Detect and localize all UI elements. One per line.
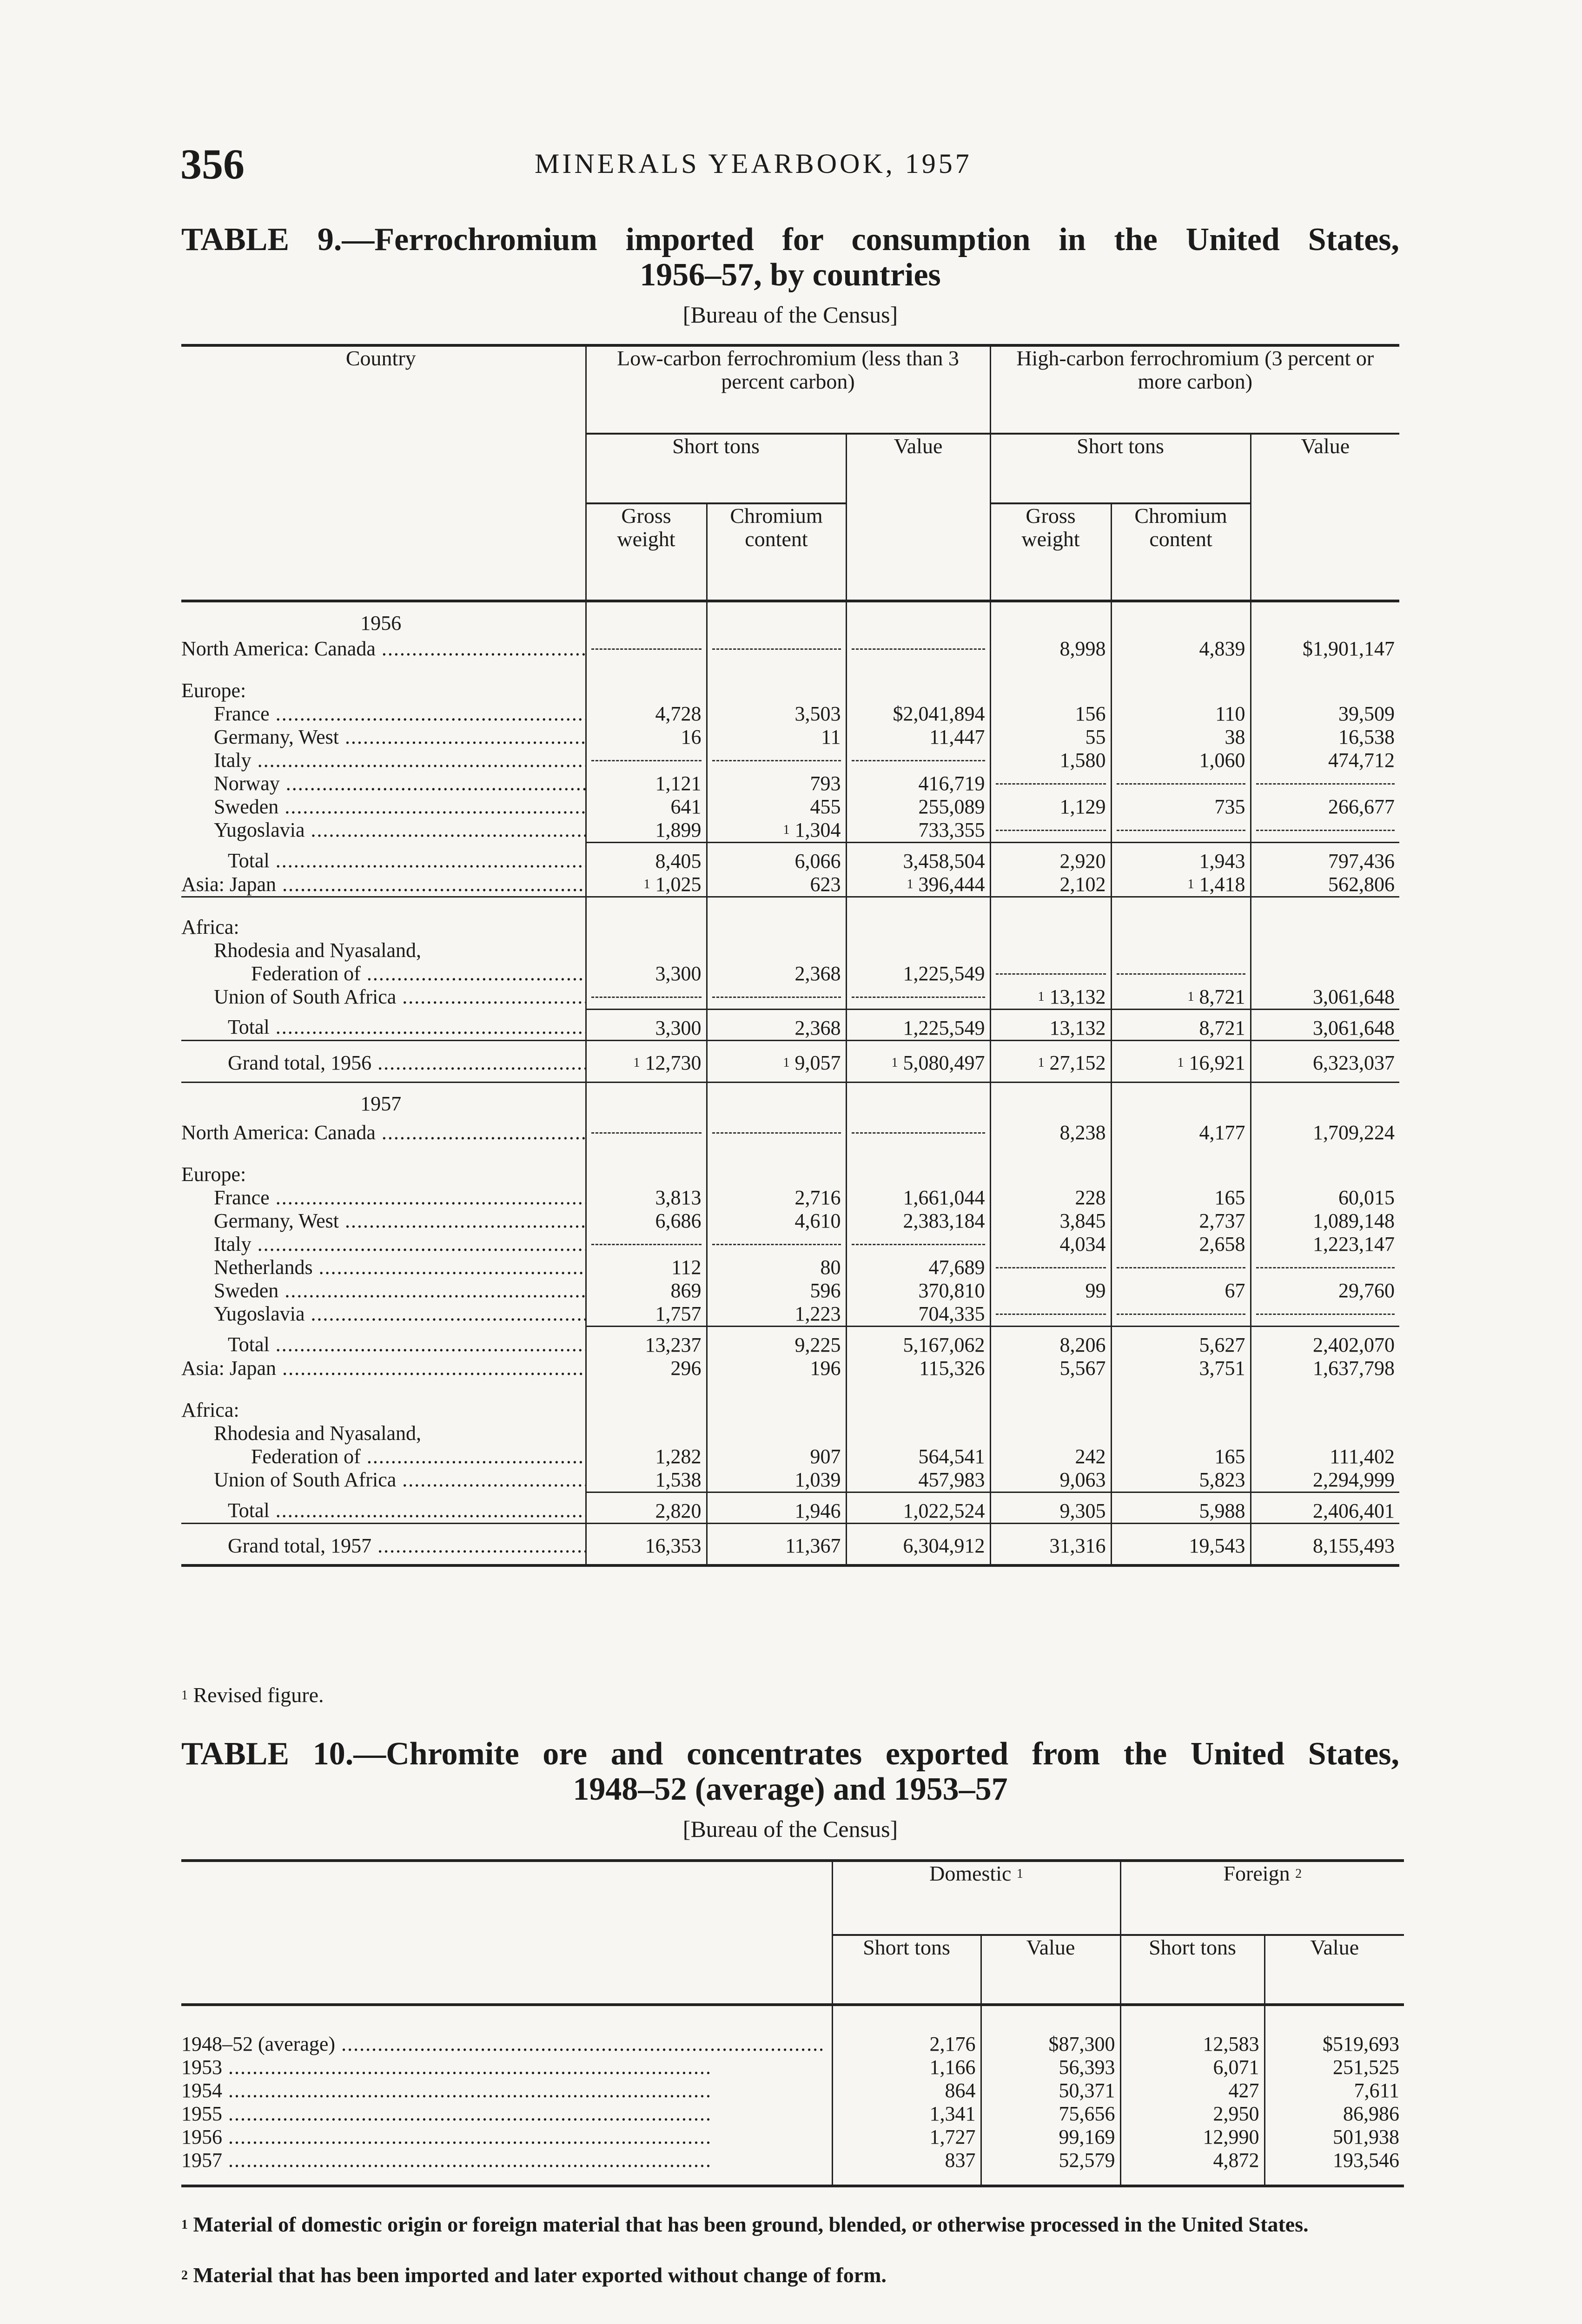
table-row: Total ..... 3,300 2,368 1,225,549 13,132 8,721 3,061,648 <box>181 1009 1399 1040</box>
page-number: 356 <box>180 140 245 188</box>
region-label: Europe: <box>181 1163 246 1186</box>
header-high-short-tons: Short tons <box>990 434 1251 503</box>
table-row: North America: Canada ..... 8,998 4,839 $1,901,147 <box>181 637 1399 660</box>
table-row: 1953 ..... 1,166 56,393 6,071 251,525 <box>181 2056 1404 2079</box>
header-domestic: Domestic $^1$ <box>832 1861 1120 1935</box>
running-head: MINERALS YEARBOOK, 1957 <box>535 148 972 179</box>
region-label: Africa: <box>181 915 239 938</box>
table-row: Total ..... 8,405 6,066 3,458,504 2,920 1,943 797,436 <box>181 843 1399 873</box>
table9-title-line2: 1956–57, by countries <box>640 257 941 293</box>
table-row: 1954 ..... 864 50,371 427 7,611 <box>181 2079 1404 2102</box>
header-foreign: Foreign $^2$ <box>1120 1861 1404 1935</box>
header-domestic-value: Value <box>981 1935 1120 2005</box>
table-row: Italy ..... 4,034 2,658 1,223,147 <box>181 1233 1399 1256</box>
table-row: Yugoslavia ..... 1,757 1,223 704,335 <box>181 1302 1399 1327</box>
year-1956-label: 1956 <box>181 601 586 637</box>
table-row: Yugoslavia ..... 1,899 $^1$ 1,304 733,355 <box>181 819 1399 843</box>
header-high-chromium: Chromium content <box>1111 503 1251 601</box>
table9-footnote: $^1$ Revised figure. <box>181 1683 324 1707</box>
table-row: France ..... 4,728 3,503 $2,041,894 156 110 39,509 <box>181 702 1399 726</box>
table-row: Italy ..... 1,580 1,060 474,712 <box>181 749 1399 772</box>
table9-title-line1: TABLE 9.—Ferrochromium imported for consumption in the United States, <box>181 222 1399 257</box>
header-low-value: Value <box>846 434 990 601</box>
header-low-carbon: Low-carbon ferrochromium (less than 3 percent carbon) <box>586 345 990 434</box>
table-row: Germany, West ..... 16 11 11,447 55 38 16,538 <box>181 726 1399 749</box>
table-row: Federation of ..... 1,282 907 564,541 242 165 111,402 <box>181 1445 1399 1468</box>
table-row: Asia: Japan ..... 296 196 115,326 5,567 3,751 1,637,798 <box>181 1357 1399 1380</box>
table-row: 1957 ..... 837 52,579 4,872 193,546 <box>181 2149 1404 2172</box>
header-low-chromium: Chromium content <box>707 503 846 601</box>
table-row: Total ..... 13,237 9,225 5,167,062 8,206 5,627 2,402,070 <box>181 1327 1399 1357</box>
table10-title <box>181 1736 1399 1807</box>
region-label: Africa: <box>181 1399 239 1421</box>
table10-footnote-1: $^1$ Material of domestic origin or foreign material that has been ground, blended, or otherwise processed in the United States. <box>181 2212 1309 2236</box>
header-high-carbon: High-carbon ferrochromium (3 percent or more carbon) <box>990 345 1399 434</box>
table-row: Germany, West ..... 6,686 4,610 2,383,184 3,845 2,737 1,089,148 <box>181 1209 1399 1233</box>
table-row: Sweden ..... 869 596 370,810 99 67 29,760 <box>181 1279 1399 1302</box>
header-low-gross: Gross weight <box>586 503 707 601</box>
table-row: France ..... 3,813 2,716 1,661,044 228 165 60,015 <box>181 1186 1399 1209</box>
header-country: Country <box>181 345 586 601</box>
table-row: Total ..... 2,820 1,946 1,022,524 9,305 5,988 2,406,401 <box>181 1492 1399 1524</box>
table-row: Sweden ..... 641 455 255,089 1,129 735 266,677 <box>181 795 1399 819</box>
table-row: Asia: Japan ..... $^1$ 1,025 623 $^1$ 396,444 2,102 $^1$ 1,418 562,806 <box>181 873 1399 897</box>
table10-source: [Bureau of the Census] <box>682 1816 898 1842</box>
region-label: Europe: <box>181 679 246 702</box>
table-row: 1955 ..... 1,341 75,656 2,950 86,986 <box>181 2102 1404 2126</box>
table-row: Norway ..... 1,121 793 416,719 <box>181 772 1399 795</box>
table-row: 1948–52 (average) ..... 2,176 $87,300 12,583 $519,693 <box>181 2033 1404 2056</box>
table-row: Netherlands ..... 112 80 47,689 <box>181 1256 1399 1279</box>
table-row: Union of South Africa ..... $^1$ 13,132 $^1$ 8,721 3,061,648 <box>181 985 1399 1010</box>
header-foreign-short-tons: Short tons <box>1120 1935 1264 2005</box>
year-1957-label: 1957 <box>360 1092 402 1115</box>
table9-source: [Bureau of the Census] <box>682 302 898 328</box>
table-row: 1956 ..... 1,727 99,169 12,990 501,938 <box>181 2126 1404 2149</box>
table9: Country Low-carbon ferrochromium (less than 3 percent carbon) High-carbon ferrochromium (3 percent or more carbon) Short tons Value Short tons Value Gross weight Chromium content Gross weight Chromium content 1956 North America: Canada ..... 8,998 4,839 $1,901,147 Europe: France ..... 4,728 3,503 $2,041,894 156 110 39,509 Germany, West ..... 16 11 11,447 55 38 16,538 Italy ..... 1,580 1,060 474,712 Norway ..... 1,121 793 416,719 Sweden ..... 641 455 255,089 1,129 735 266,677 Yugoslavia ..... 1,899 $^1$ 1,304 733,355 Total ..... 8,405 6,066 3,458,504 2,920 1,943 797,436 Asia: Japan ..... $^1$ 1,025 623 $^1$ 396,444 2,102 $^1$ 1,418 562,806 Africa: Rhodesia and Nyasaland, Federation of ..... 3,300 2,368 1,225,549 Union of South Africa ..... $^1$ 13,132 $^1$ 8,721 3,061,648 Total ..... 3,300 2,368 1,225,549 13,132 8,721 3,061,648 Grand total, 1956 ..... $^1$ 12,730 $^1$ 9,057 $^1$ 5,080,497 $^1$ 27,152 $^1$ 16,921 6,323,037 1957 North America: Canada ..... 8,238 4,177 1,709,224 Europe: France ..... 3,813 2,716 1,661,044 228 165 60,015 Germany, West ..... 6,686 4,610 2,383,184 3,845 2,737 1,089,148 Italy ..... 4,034 2,658 1,223,147 Netherlands ..... 112 80 47,689 Sweden ..... 869 596 370,810 99 67 29,760 Yugoslavia ..... 1,757 1,223 704,335 Total ..... 13,237 9,225 5,167,062 8,206 5,627 2,402,070 Asia: Japan ..... 296 196 115,326 5,567 3,751 1,637,798 Africa: Rhodesia and Nyasaland, Federation of ..... 1,282 907 564,541 242 165 111,402 Union of South Africa ..... 1,538 1,039 457,983 9,063 5,823 2,294,999 Total ..... 2,820 1,946 1,022,524 9,305 5,988 2,406,401 Grand total, 1957 ..... 16,353 11,367 6,304,912 31,316 19,543 8,155,493 <box>181 344 1399 1567</box>
header-high-value: Value <box>1251 434 1399 601</box>
grand-total-row: Grand total, 1956 ..... $^1$ 12,730 $^1$ 9,057 $^1$ 5,080,497 $^1$ 27,152 $^1$ 16,921 6,323,037 <box>181 1040 1399 1082</box>
table10 <box>181 1859 1404 2187</box>
table9-title <box>181 222 1399 293</box>
table10-title-line2: 1948–52 (average) and 1953–57 <box>573 1771 1008 1807</box>
header-high-gross: Gross weight <box>990 503 1111 601</box>
grand-total-row: Grand total, 1957 ..... 16,353 11,367 6,304,912 31,316 19,543 8,155,493 <box>181 1524 1399 1565</box>
header-low-short-tons: Short tons <box>586 434 846 503</box>
table10-footnote-2: $^2$ Material that has been imported and later exported without change of form. <box>181 2263 887 2287</box>
table10-title-line1: TABLE 10.—Chromite ore and concentrates exported from the United States, <box>181 1736 1399 1772</box>
table-row: Federation of ..... 3,300 2,368 1,225,549 <box>181 962 1399 985</box>
header-foreign-value: Value <box>1264 1935 1404 2005</box>
table-row: Union of South Africa ..... 1,538 1,039 457,983 9,063 5,823 2,294,999 <box>181 1468 1399 1492</box>
table-row: North America: Canada ..... 8,238 4,177 1,709,224 <box>181 1121 1399 1144</box>
header-domestic-short-tons: Short tons <box>832 1935 981 2005</box>
